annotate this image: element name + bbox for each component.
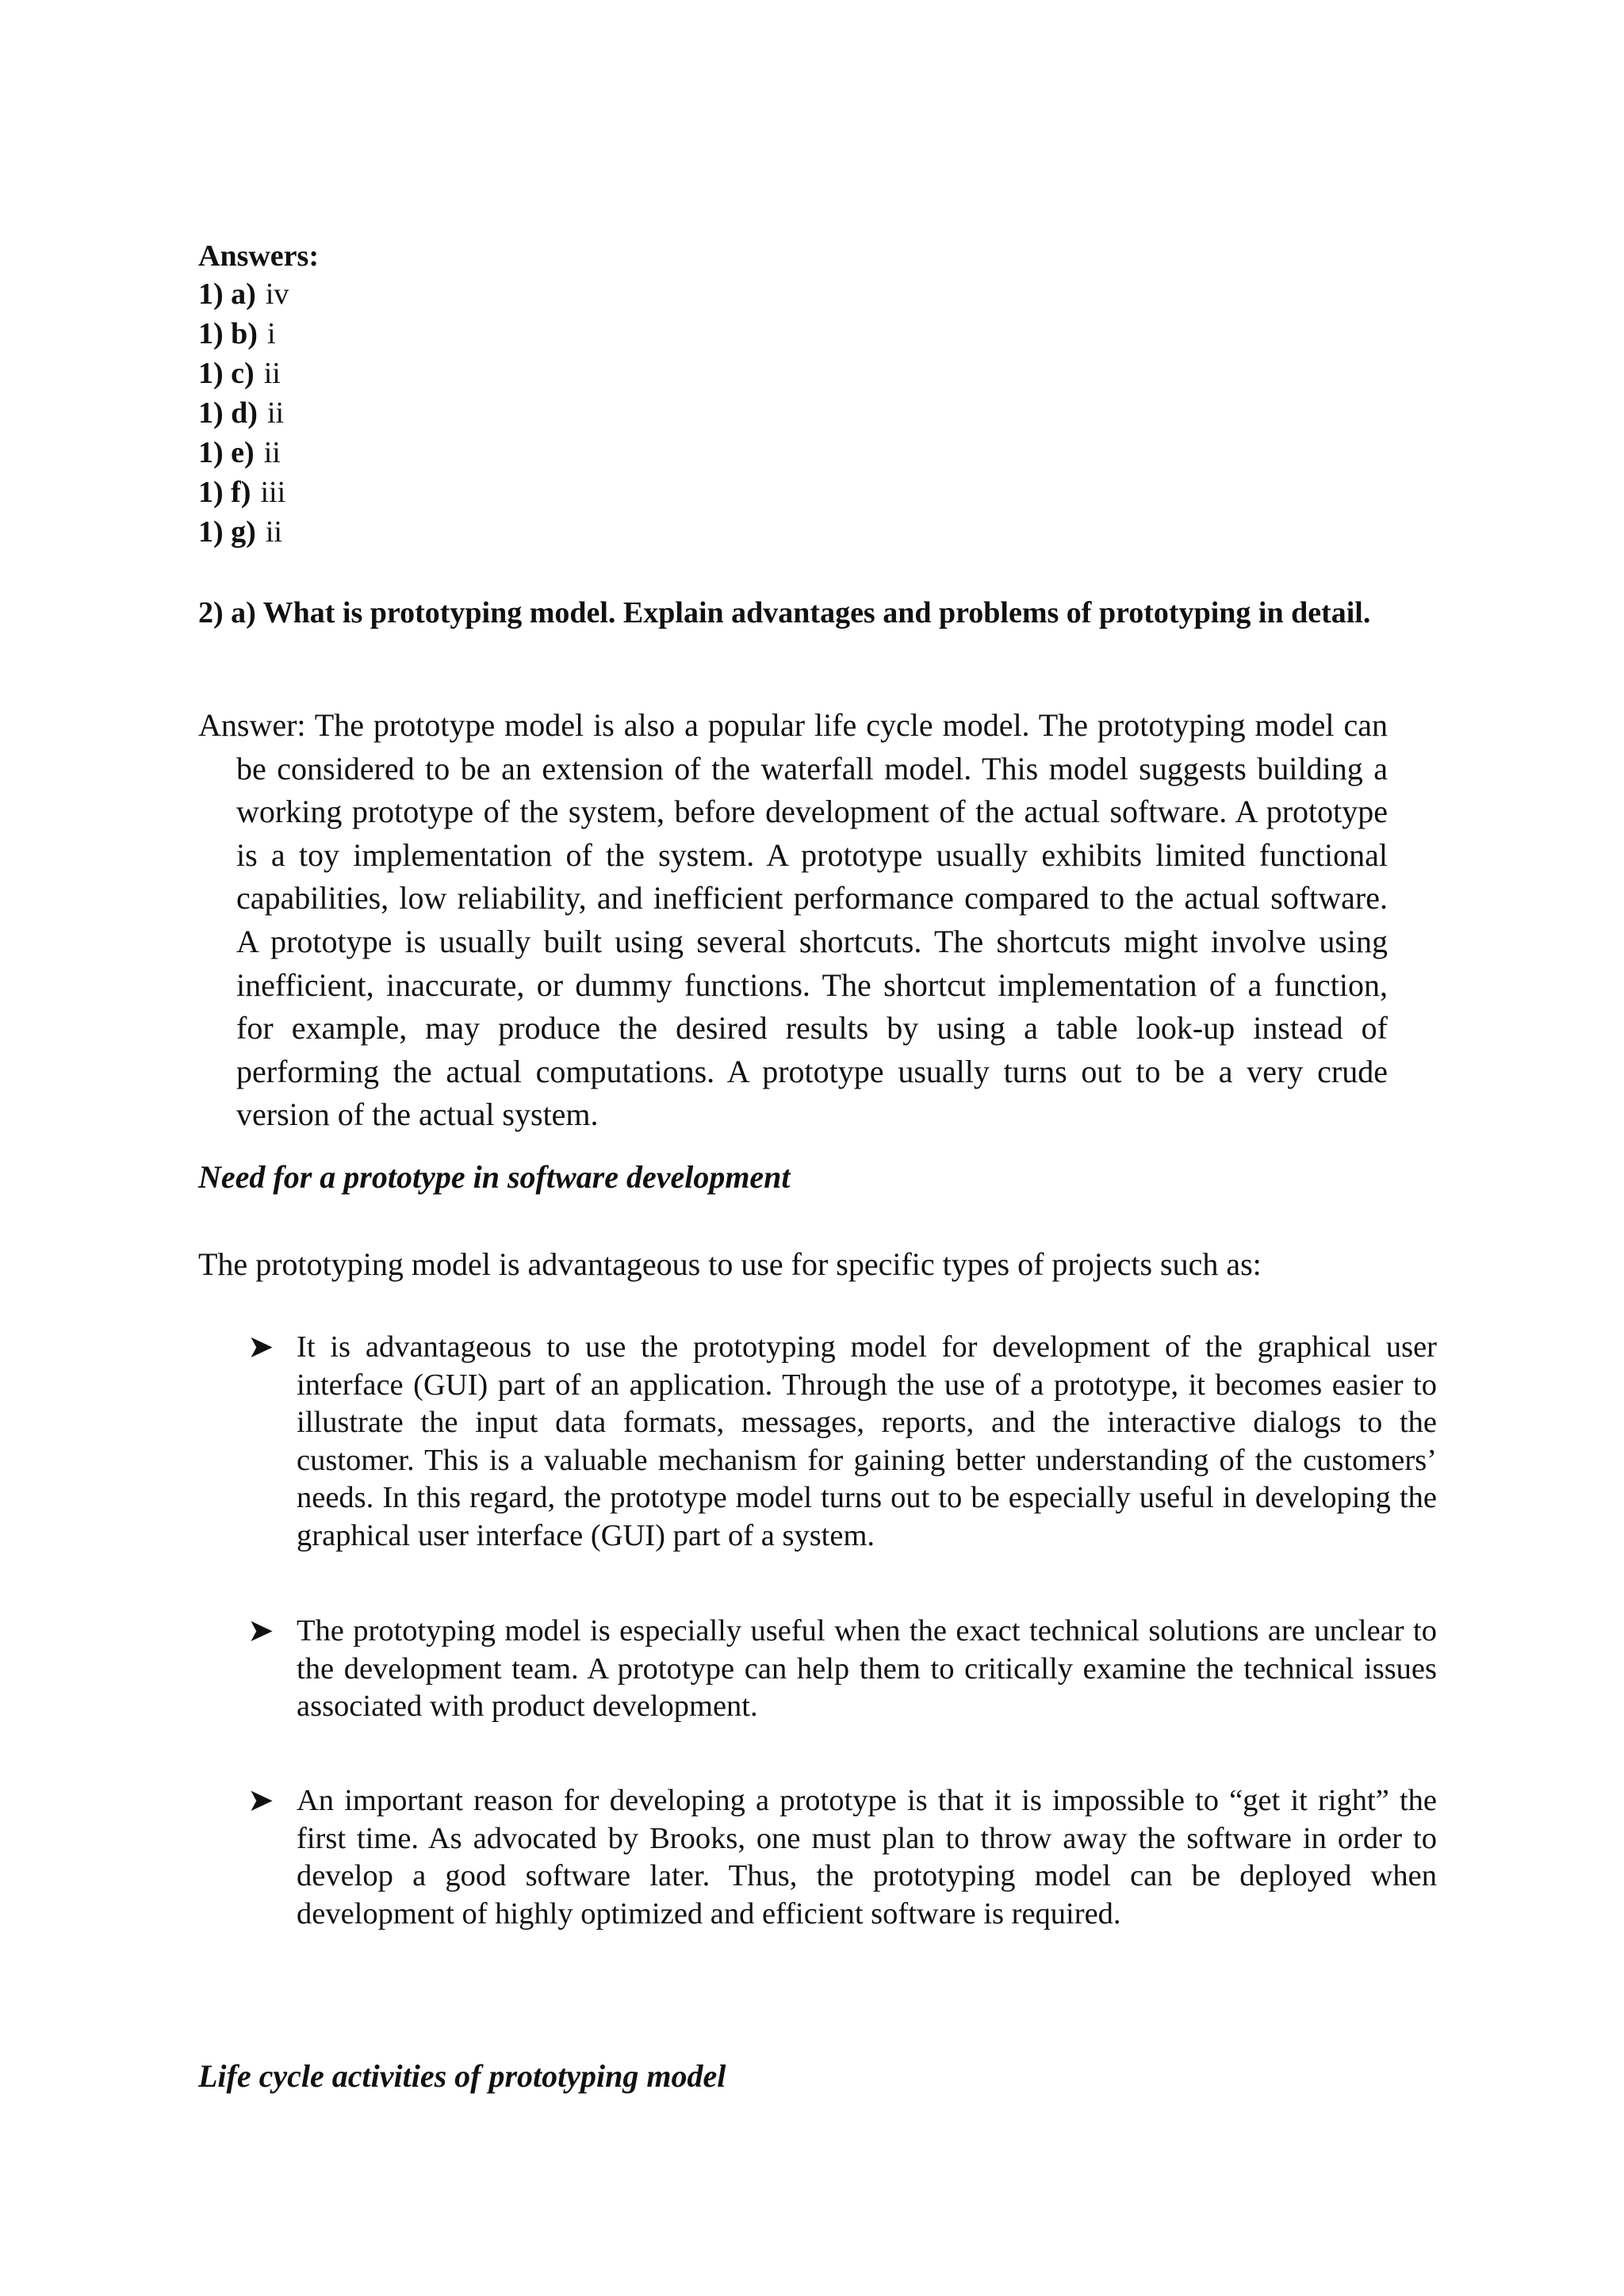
answer-value: iii <box>260 476 286 509</box>
intro-paragraph: The prototyping model is advantageous to use for specific types of projects such as: <box>198 1246 1262 1282</box>
answer-value: iv <box>265 277 289 311</box>
question-heading: 2) a) What is prototyping model. Explain advantages and problems of prototyping in detail. <box>198 596 1371 629</box>
list-item <box>247 1329 1437 1555</box>
list-item <box>198 473 289 512</box>
answer-value: ii <box>263 436 281 469</box>
list-item <box>198 314 289 354</box>
section-heading-life-cycle-activities: Life cycle activities of prototyping model <box>198 2058 726 2094</box>
answer-value: ii <box>265 515 282 549</box>
arrowhead-bullet-icon: ➤ <box>247 1613 274 1649</box>
answer-paragraph <box>198 704 1388 1137</box>
answer-list <box>198 274 289 552</box>
bullet-text: The prototyping model is especially useful when the exact technical solutions are unclear to the development team. A prototype can help them to critically examine the technical issues associated with product development. <box>297 1614 1437 1723</box>
answer-key: 1) a) <box>198 277 256 311</box>
list-item <box>198 512 289 552</box>
answer-key: 1) d) <box>198 396 258 430</box>
answer-key: 1) g) <box>198 515 256 549</box>
bullet-text: It is advantageous to use the prototyping model for development of the graphical user interface (GUI) part of an application. Through the use of a prototype, it becomes easier to illustrate the input data formats, messages, reports, and the interactive dialogs to the customer. This is a valuable mechanism for gaining better understanding of the customers’ needs. In this regard, the prototype model turns out to be especially useful in developing the graphical user interface (GUI) part of a system. <box>297 1330 1437 1552</box>
answer-key: 1) c) <box>198 357 255 390</box>
bullet-text: An important reason for developing a prototype is that it is impossible to “get it right” the first time. As advocated by Brooks, one must plan to throw away the software in order to develop a good software later. Thus, the prototyping model can be deployed when development of highly optimized and efficient software is required. <box>297 1784 1437 1931</box>
answer-value: ii <box>263 357 281 390</box>
answer-label: Answer <box>198 707 297 743</box>
answer-value: i <box>266 317 276 350</box>
list-item <box>198 393 289 433</box>
list-item <box>247 1782 1437 1933</box>
list-item <box>198 274 289 314</box>
answer-key: 1) f) <box>198 476 251 509</box>
section-heading-need-for-prototype: Need for a prototype in software development <box>198 1159 791 1195</box>
answer-value: ii <box>266 396 285 430</box>
answers-heading: Answers: <box>198 239 319 273</box>
answer-key: 1) e) <box>198 436 255 469</box>
list-item <box>198 433 289 473</box>
arrowhead-bullet-icon: ➤ <box>247 1329 274 1365</box>
list-item <box>247 1613 1437 1726</box>
list-item <box>198 354 289 393</box>
answer-text: : The prototype model is also a popular life cycle model. The prototyping model can be considered to be an extension of the waterfall model. This model suggests building a working prototype of the system, before development of the actual software. A prototype is a toy implementation of the system. A prototype usually exhibits limited functional capabilities, low reliability, and inefficient performance compared to the actual software. A prototype is usually built using several shortcuts. The shortcuts might involve using inefficient, inaccurate, or dummy functions. The shortcut implementation of a function, for example, may produce the desired results by using a table look-up instead of performing the actual computations. A prototype usually turns out to be a very crude version of the actual system. <box>236 707 1388 1133</box>
answer-key: 1) b) <box>198 317 258 350</box>
arrowhead-bullet-icon: ➤ <box>247 1782 274 1819</box>
